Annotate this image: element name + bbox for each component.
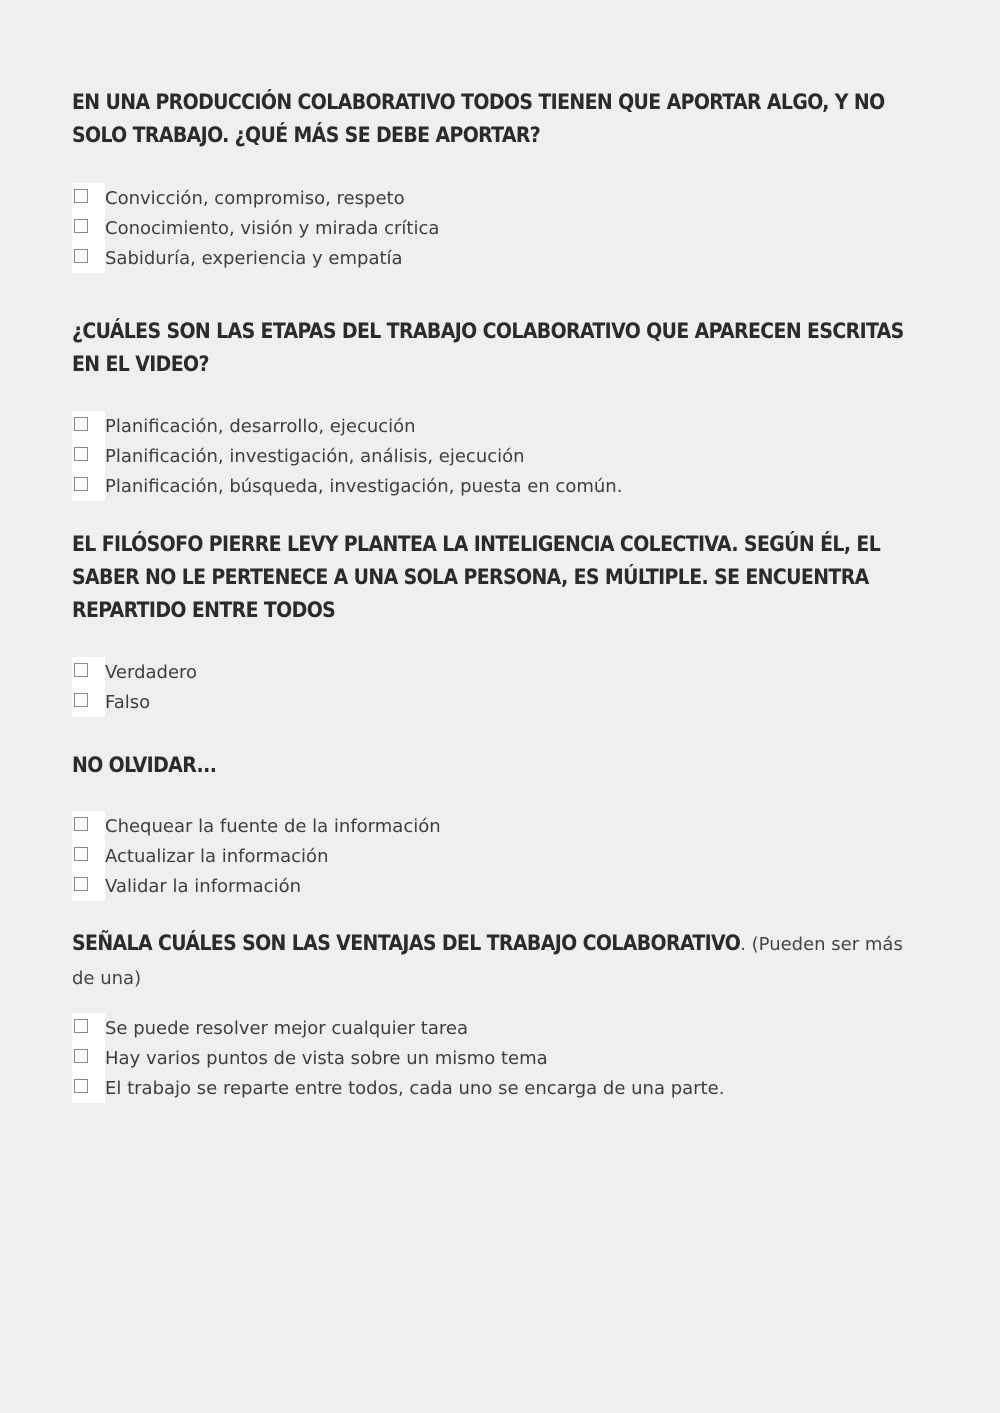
option-item <box>72 1073 724 1103</box>
option-label: Se puede resolver mejor cualquier tarea <box>105 1017 468 1039</box>
option-item <box>72 687 197 717</box>
option-item <box>72 441 622 471</box>
checkbox-box <box>74 1019 88 1033</box>
option-item <box>72 411 622 441</box>
checkbox[interactable] <box>72 657 105 687</box>
option-label: El trabajo se reparte entre todos, cada uno se encarga de una parte. <box>105 1077 725 1099</box>
option-item <box>72 871 441 901</box>
option-label: Planificación, investigación, análisis, ejecución <box>105 445 525 467</box>
checkbox-box <box>74 663 88 677</box>
checkbox[interactable] <box>72 243 105 273</box>
option-label: Hay varios puntos de vista sobre un mismo tema <box>105 1047 548 1069</box>
checkbox[interactable] <box>72 411 105 441</box>
checkbox-box <box>74 219 88 233</box>
option-label: Falso <box>105 691 151 713</box>
checkbox-box <box>74 1079 88 1093</box>
checkbox[interactable] <box>72 841 105 871</box>
checkbox[interactable] <box>72 687 105 717</box>
option-label: Chequear la fuente de la información <box>105 815 441 837</box>
checkbox-box <box>74 817 88 831</box>
question-2 <box>72 315 922 497</box>
checkbox[interactable] <box>72 471 105 501</box>
checkbox[interactable] <box>72 441 105 471</box>
checkbox-box <box>74 847 88 861</box>
option-label: Convicción, compromiso, respeto <box>105 187 405 209</box>
option-label: Conocimiento, visión y mirada crítica <box>105 217 440 239</box>
checkbox[interactable] <box>72 213 105 243</box>
option-label: Actualizar la información <box>105 845 329 867</box>
option-item <box>72 1043 724 1073</box>
question-4-options <box>72 811 441 901</box>
question-5-note: . (Pueden ser más de una) <box>72 934 903 989</box>
option-label: Planificación, búsqueda, investigación, puesta en común. <box>105 475 623 497</box>
option-item <box>72 841 441 871</box>
question-3 <box>72 528 922 713</box>
option-item <box>72 243 439 273</box>
option-item <box>72 1013 724 1043</box>
checkbox[interactable] <box>72 871 105 901</box>
option-item <box>72 183 439 213</box>
checkbox-box <box>74 693 88 707</box>
question-1-title: EN UNA PRODUCCIÓN COLABORATIVO TODOS TIENEN QUE APORTAR ALGO, Y NO SOLO TRABAJO. ¿QUÉ MÁS SE DEBE APORTAR? <box>72 90 885 147</box>
checkbox-box <box>74 477 88 491</box>
question-5-options <box>72 1013 724 1103</box>
question-5-title-text: SEÑALA CUÁLES SON LAS VENTAJAS DEL TRABAJO COLABORATIVO <box>72 931 741 955</box>
checkbox-box <box>74 877 88 891</box>
question-5 <box>72 927 922 1099</box>
checkbox-box <box>74 249 88 263</box>
question-4-title: NO OLVIDAR... <box>72 753 217 777</box>
question-5-title <box>72 927 922 995</box>
question-1-options <box>72 183 439 273</box>
question-3-options <box>72 657 197 717</box>
checkbox-box <box>74 189 88 203</box>
option-label: Sabiduría, experiencia y empatía <box>105 247 403 269</box>
question-3-title: EL FILÓSOFO PIERRE LEVY PLANTEA LA INTELIGENCIA COLECTIVA. SEGÚN ÉL, EL SABER NO LE PERTENECE A UNA SOLA PERSONA, ES MÚLTIPLE. SE ENCUENTRA REPARTIDO ENTRE TODOS <box>72 532 881 622</box>
option-label: Planificación, desarrollo, ejecución <box>105 415 416 437</box>
option-label: Validar la información <box>105 875 302 897</box>
option-item <box>72 811 441 841</box>
checkbox[interactable] <box>72 1073 105 1103</box>
option-item <box>72 213 439 243</box>
question-2-title: ¿CUÁLES SON LAS ETAPAS DEL TRABAJO COLABORATIVO QUE APARECEN ESCRITAS EN EL VIDEO? <box>72 319 904 376</box>
option-item <box>72 657 197 687</box>
question-1 <box>72 86 922 269</box>
checkbox[interactable] <box>72 811 105 841</box>
checkbox[interactable] <box>72 1043 105 1073</box>
checkbox[interactable] <box>72 183 105 213</box>
option-label: Verdadero <box>105 661 198 683</box>
question-2-options <box>72 411 622 501</box>
checkbox[interactable] <box>72 1013 105 1043</box>
checkbox-box <box>74 1049 88 1063</box>
option-item <box>72 471 622 501</box>
checkbox-box <box>74 417 88 431</box>
checkbox-box <box>74 447 88 461</box>
question-4 <box>72 749 922 897</box>
